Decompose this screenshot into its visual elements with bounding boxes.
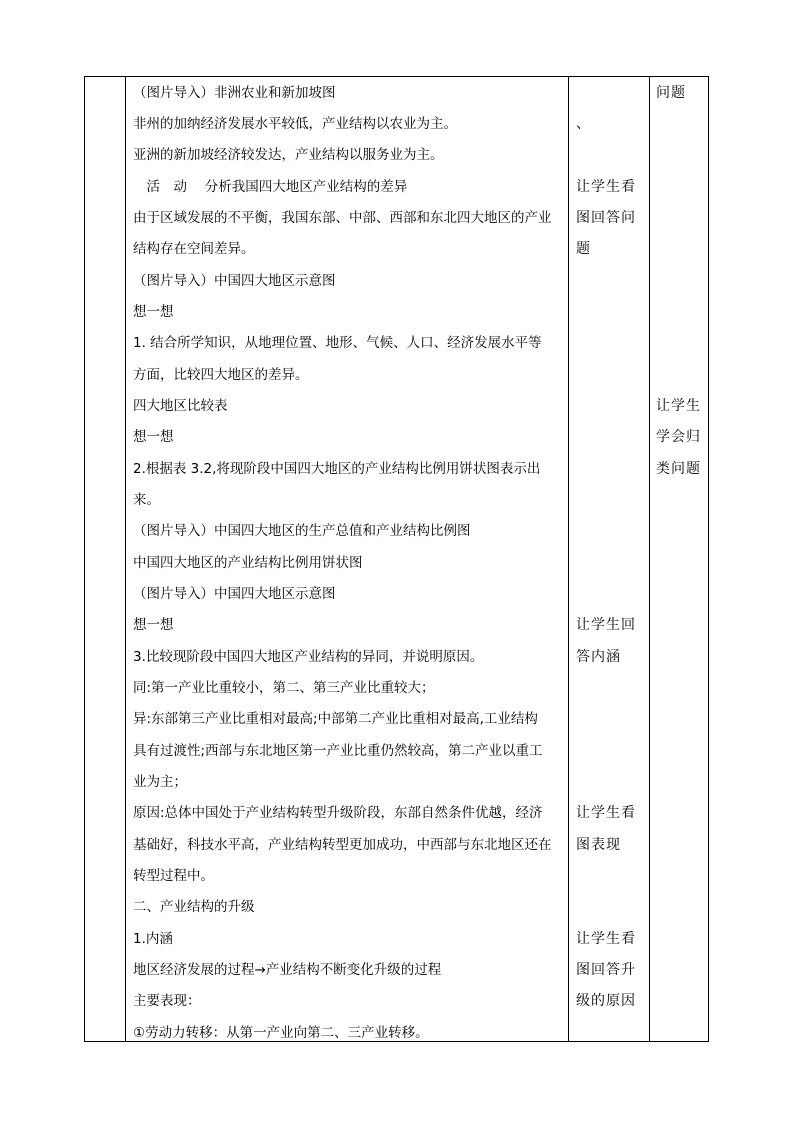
content-line: （图片导入）中国四大地区示意图 [133, 273, 336, 289]
teaching-content-cell [133, 77, 566, 1041]
student-line: 让学生看 [576, 179, 636, 195]
content-line: 1.内涵 [133, 931, 173, 947]
student-line: 、 [576, 116, 591, 132]
content-line: 方面，比较四大地区的差异。 [133, 367, 309, 383]
content-line: 3.比较现阶段中国四大地区产业结构的异同，并说明原因。 [133, 649, 484, 665]
lesson-plan-table [84, 76, 709, 1042]
content-line: 基础好，科技水平高，产业结构转型更加成功，中西部与东北地区还在 [133, 837, 552, 853]
content-line: ①劳动力转移：从第一产业向第二、三产业转移。 [133, 1025, 429, 1041]
intent-line: 类问题 [656, 461, 701, 477]
content-line: 1. 结合所学知识，从地理位置、地形、气候、人口、经济发展水平等 [133, 335, 542, 351]
column-divider [568, 77, 569, 1041]
intent-line: 让学生 [656, 398, 701, 414]
content-line: 地区经济发展的过程→产业结构不断变化升级的过程 [133, 962, 442, 978]
student-line: 让学生看 [576, 931, 636, 947]
content-line: 主要表现： [133, 993, 201, 1009]
content-line: 异:东部第三产业比重相对最高;中部第二产业比重相对最高,工业结构 [133, 711, 538, 727]
content-line: （图片导入）中国四大地区示意图 [133, 586, 336, 602]
content-line: 中国四大地区的产业结构比例用饼状图 [133, 555, 363, 571]
content-line: 来。 [133, 492, 160, 508]
intent-line: 学会归 [656, 429, 701, 445]
content-line: （图片导入）非洲农业和新加坡图 [133, 85, 336, 101]
student-line: 图表现 [576, 837, 621, 853]
content-line: 非州的加纳经济发展水平较低，产业结构以农业为主。 [133, 116, 457, 132]
student-line: 图回答升 [576, 962, 636, 978]
student-line: 级的原因 [576, 993, 636, 1009]
student-line: 让学生回 [576, 617, 636, 633]
student-line: 图回答问 [576, 210, 636, 226]
content-line: （图片导入）中国四大地区的生产总值和产业结构比例图 [133, 523, 471, 539]
column-divider [125, 77, 126, 1041]
content-line: 由于区域发展的不平衡，我国东部、中部、西部和东北四大地区的产业 [133, 210, 552, 226]
student-line: 让学生看 [576, 805, 636, 821]
student-line: 答内涵 [576, 649, 621, 665]
student-activity-cell [576, 77, 651, 1041]
content-line: 具有过渡性;西部与东北地区第一产业比重仍然较高，第二产业以重工 [133, 743, 543, 759]
content-line: 转型过程中。 [133, 868, 214, 884]
intent-line: 问题 [656, 85, 686, 101]
content-line: 2.根据表 3.2,将现阶段中国四大地区的产业结构比例用饼状图表示出 [133, 461, 541, 477]
activity-heading: 活 动 分析我国四大地区产业结构的差异 [133, 179, 408, 195]
content-line: 想一想 [133, 304, 174, 320]
content-line: 同:第一产业比重较小，第二、第三产业比重较大； [133, 680, 435, 696]
content-line: 想一想 [133, 429, 174, 445]
student-line: 题 [576, 241, 591, 257]
section-heading: 二、产业结构的升级 [133, 899, 255, 915]
design-intent-cell [656, 77, 708, 1041]
content-line: 亚洲的新加坡经济较发达，产业结构以服务业为主。 [133, 147, 444, 163]
content-line: 想一想 [133, 617, 174, 633]
content-line: 四大地区比较表 [133, 398, 228, 414]
content-line: 结构存在空间差异。 [133, 241, 255, 257]
content-line: 原因:总体中国处于产业结构转型升级阶段，东部自然条件优越，经济 [133, 805, 543, 821]
content-line: 业为主； [133, 774, 187, 790]
